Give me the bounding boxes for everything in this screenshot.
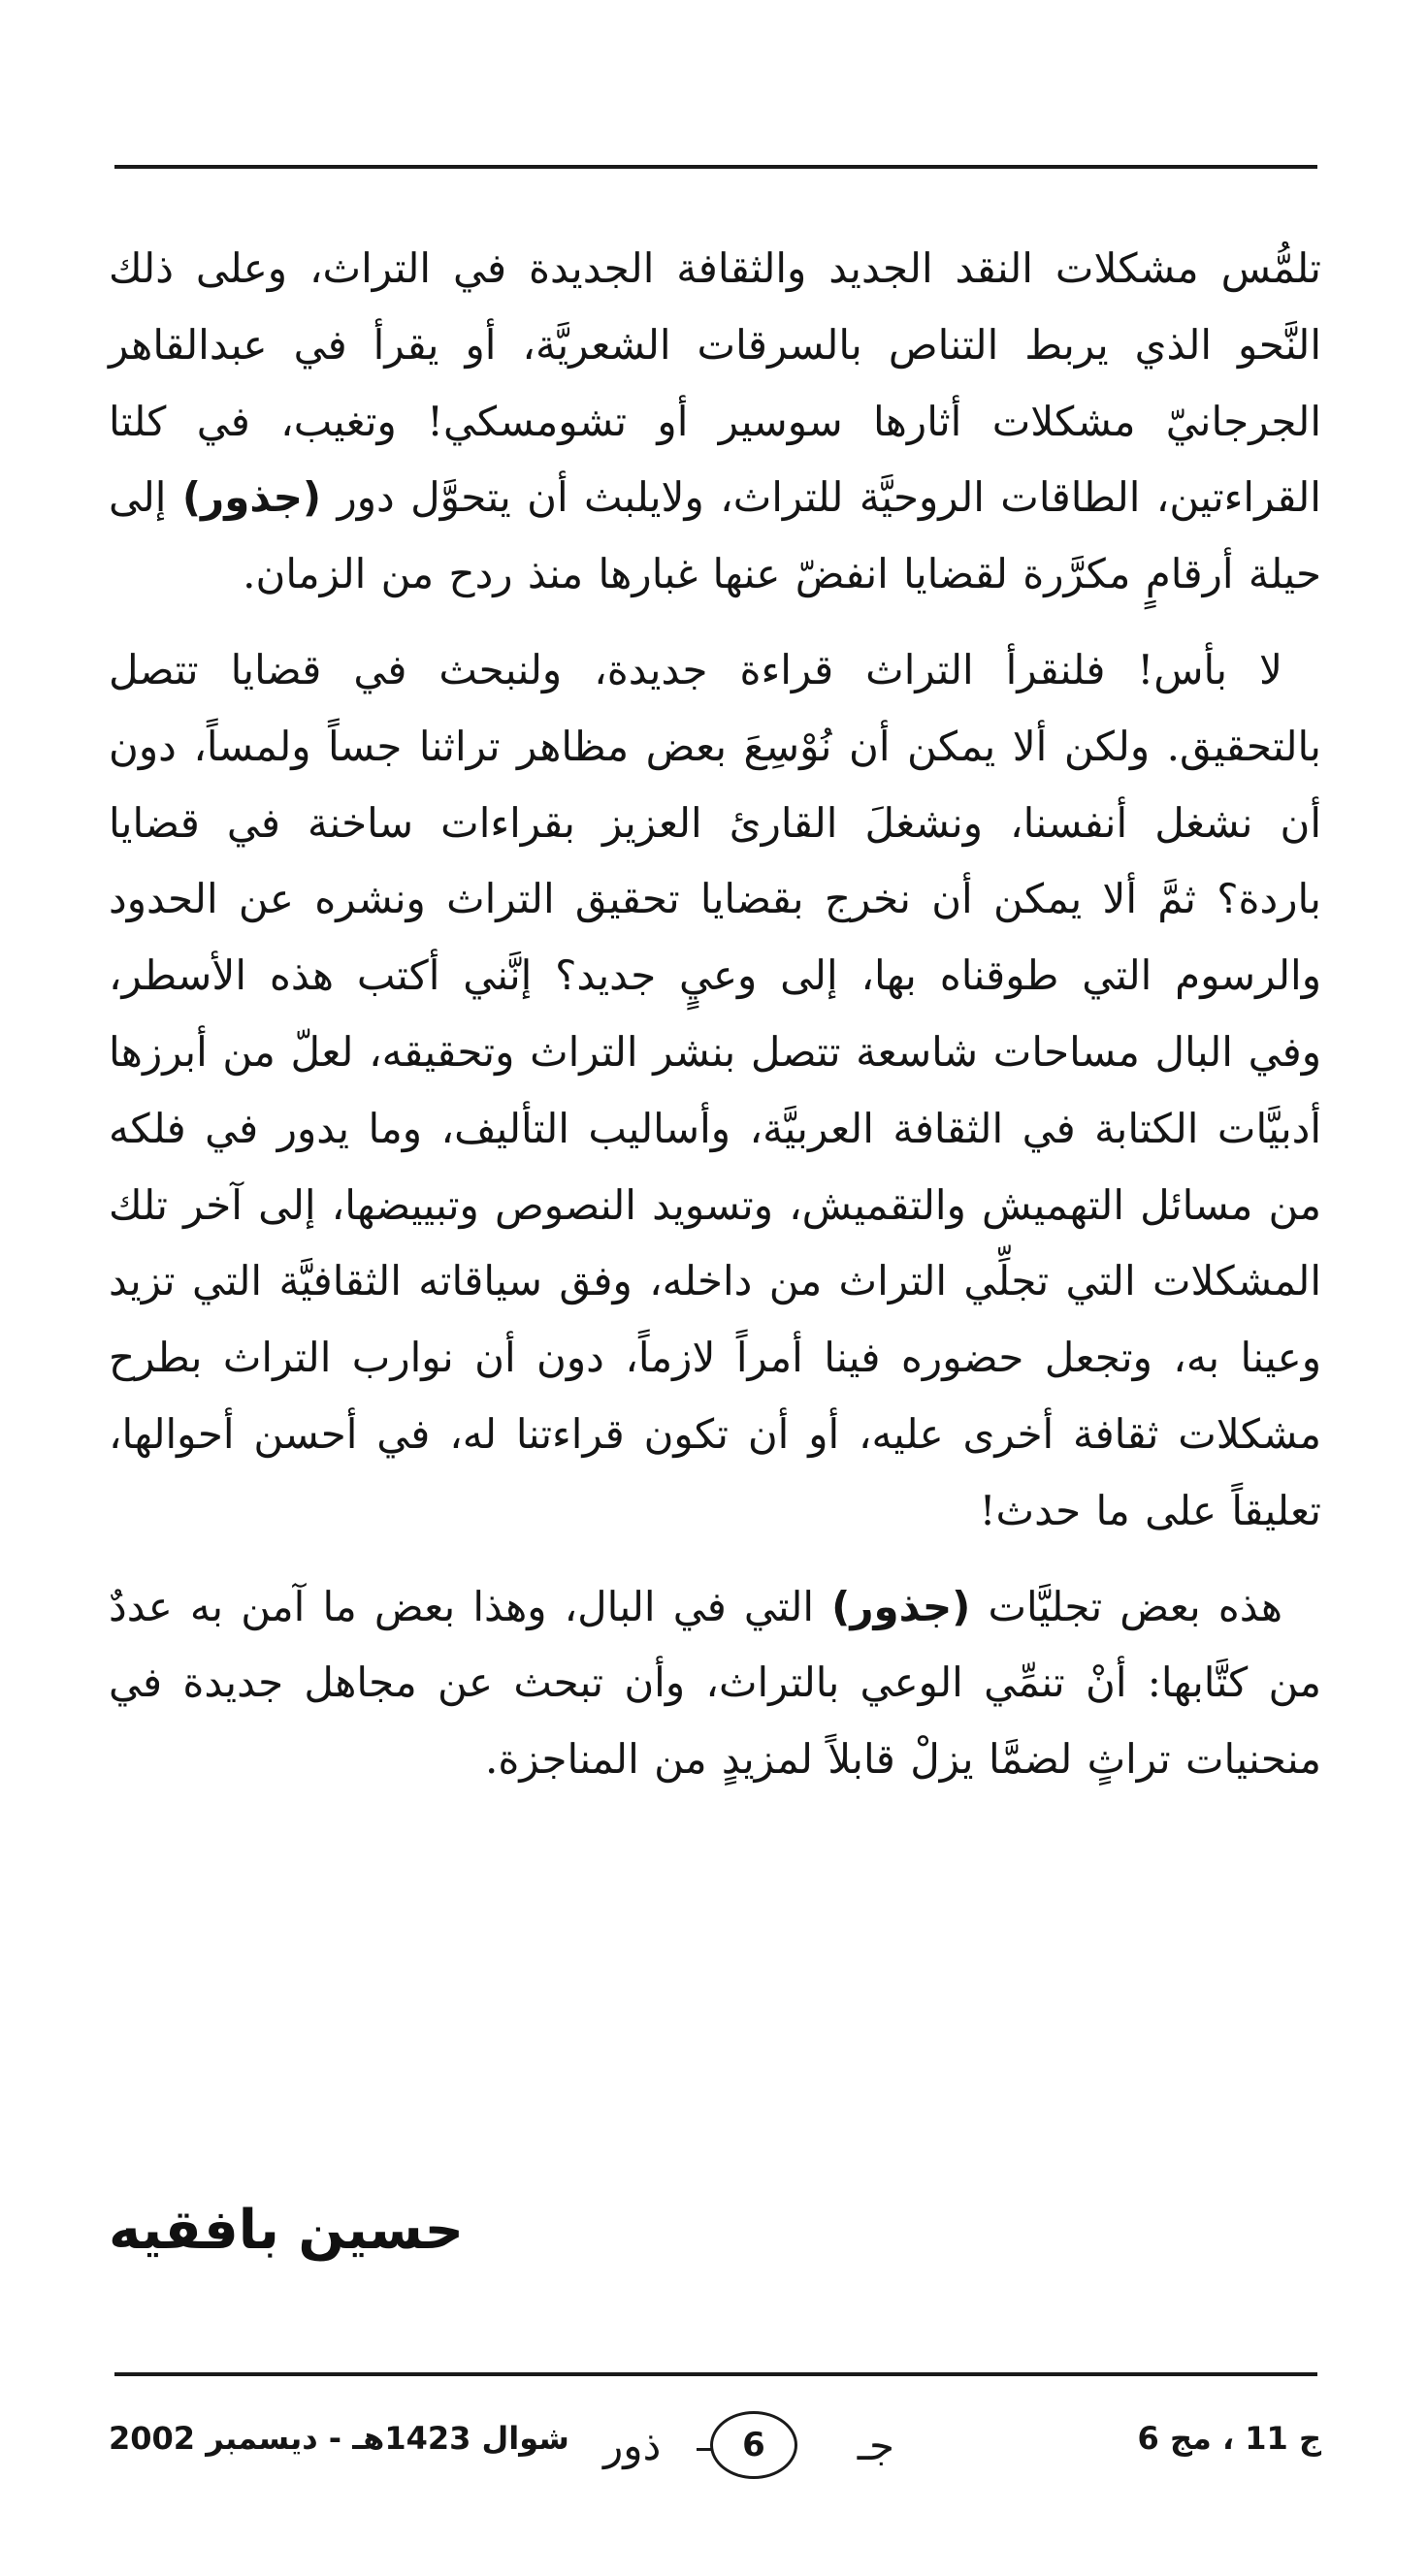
- paragraph-3: [109, 1569, 1321, 1798]
- page-number: 6: [710, 2411, 797, 2479]
- paragraph-3-text-end: التي في البال، وهذا بعض ما آمن به عددٌ من كتَّابها: أنْ تنمِّي الوعي بالتراث، وأن تبحث عن مجاهل جديدة في منحنيات تراثٍ لضمَّا يزلْ قابلاً لمزيدٍ من المناجزة.: [109, 1582, 1321, 1784]
- journal-mark-right-text: جـ: [857, 2422, 894, 2469]
- journal-mark-left-text: ذور: [603, 2422, 662, 2469]
- paragraph-1: [109, 231, 1321, 613]
- article-body: [109, 231, 1321, 1818]
- paragraph-1-text-end: إلى حيلة أرقامٍ مكرَّرة لقضايا انفضّ عنها غبارها منذ ردح من الزمان.: [109, 473, 1321, 598]
- paragraph-3-text-start: هذه بعض تجليَّات: [988, 1582, 1283, 1630]
- journal-name-inline: (جذور): [831, 1582, 971, 1630]
- paragraph-1-text-start: تلمُّس مشكلات النقد الجديد والثقافة الجديدة في التراث، وعلى ذلك النَّحو الذي يربط التناص بالسرقات الشعريَّة، أو يقرأ في عبدالقاهر الجرجانيّ مشكلات أثارها سوسير أو تشومسكي! وتغيب، في كلتا القراءتين، الطاقات الروحيَّة للتراث، ولايلبث أن يتحوَّل دور: [109, 244, 1321, 522]
- issue-date: شوال 1423هـ - ديسمبر 2002: [109, 2420, 569, 2457]
- page-footer: [109, 2403, 1321, 2481]
- journal-page-mark: [603, 2403, 894, 2481]
- volume-issue-label: ج 11 ، مج 6: [1137, 2420, 1321, 2457]
- footer-rule: [114, 2372, 1317, 2376]
- paragraph-2: لا بأس! فلنقرأ التراث قراءة جديدة، ولنبحث في قضايا تتصل بالتحقيق. ولكن ألا يمكن أن نُوْسِعَ بعض مظاهر تراثنا جساً ولمساً، دون أن نشغل أنفسنا، ونشغلَ القارئ العزيز بقراءات ساخنة في قضايا باردة؟ ثمَّ ألا يمكن أن نخرج بقضايا تحقيق التراث ونشره عن الحدود والرسوم التي طوقناه بها، إلى وعيٍ جديد؟ إنَّني أكتب هذه الأسطر، وفي البال مساحات شاسعة تتصل بنشر التراث وتحقيقه، لعلّ من أبرزها أدبيَّات الكتابة في الثقافة العربيَّة، وأساليب التأليف، وما يدور في فلكه من مسائل التهميش والتقميش، وتسويد النصوص وتبييضها، إلى آخر تلك المشكلات التي تجلِّي التراث من داخله، وفق سياقاته الثقافيَّة التي تزيد وعينا به، وتجعل حضوره فينا أمراً لازماً، دون أن نوارب التراث بطرح مشكلات ثقافة أخرى عليه، أو أن تكون قراءتنا له، في أحسن أحوالها، تعليقاً على ما حدث!: [109, 645, 1321, 1534]
- journal-name-inline: (جذور): [181, 473, 322, 522]
- author-signature: حسين بافقيه: [109, 2199, 464, 2262]
- header-rule: [114, 165, 1317, 169]
